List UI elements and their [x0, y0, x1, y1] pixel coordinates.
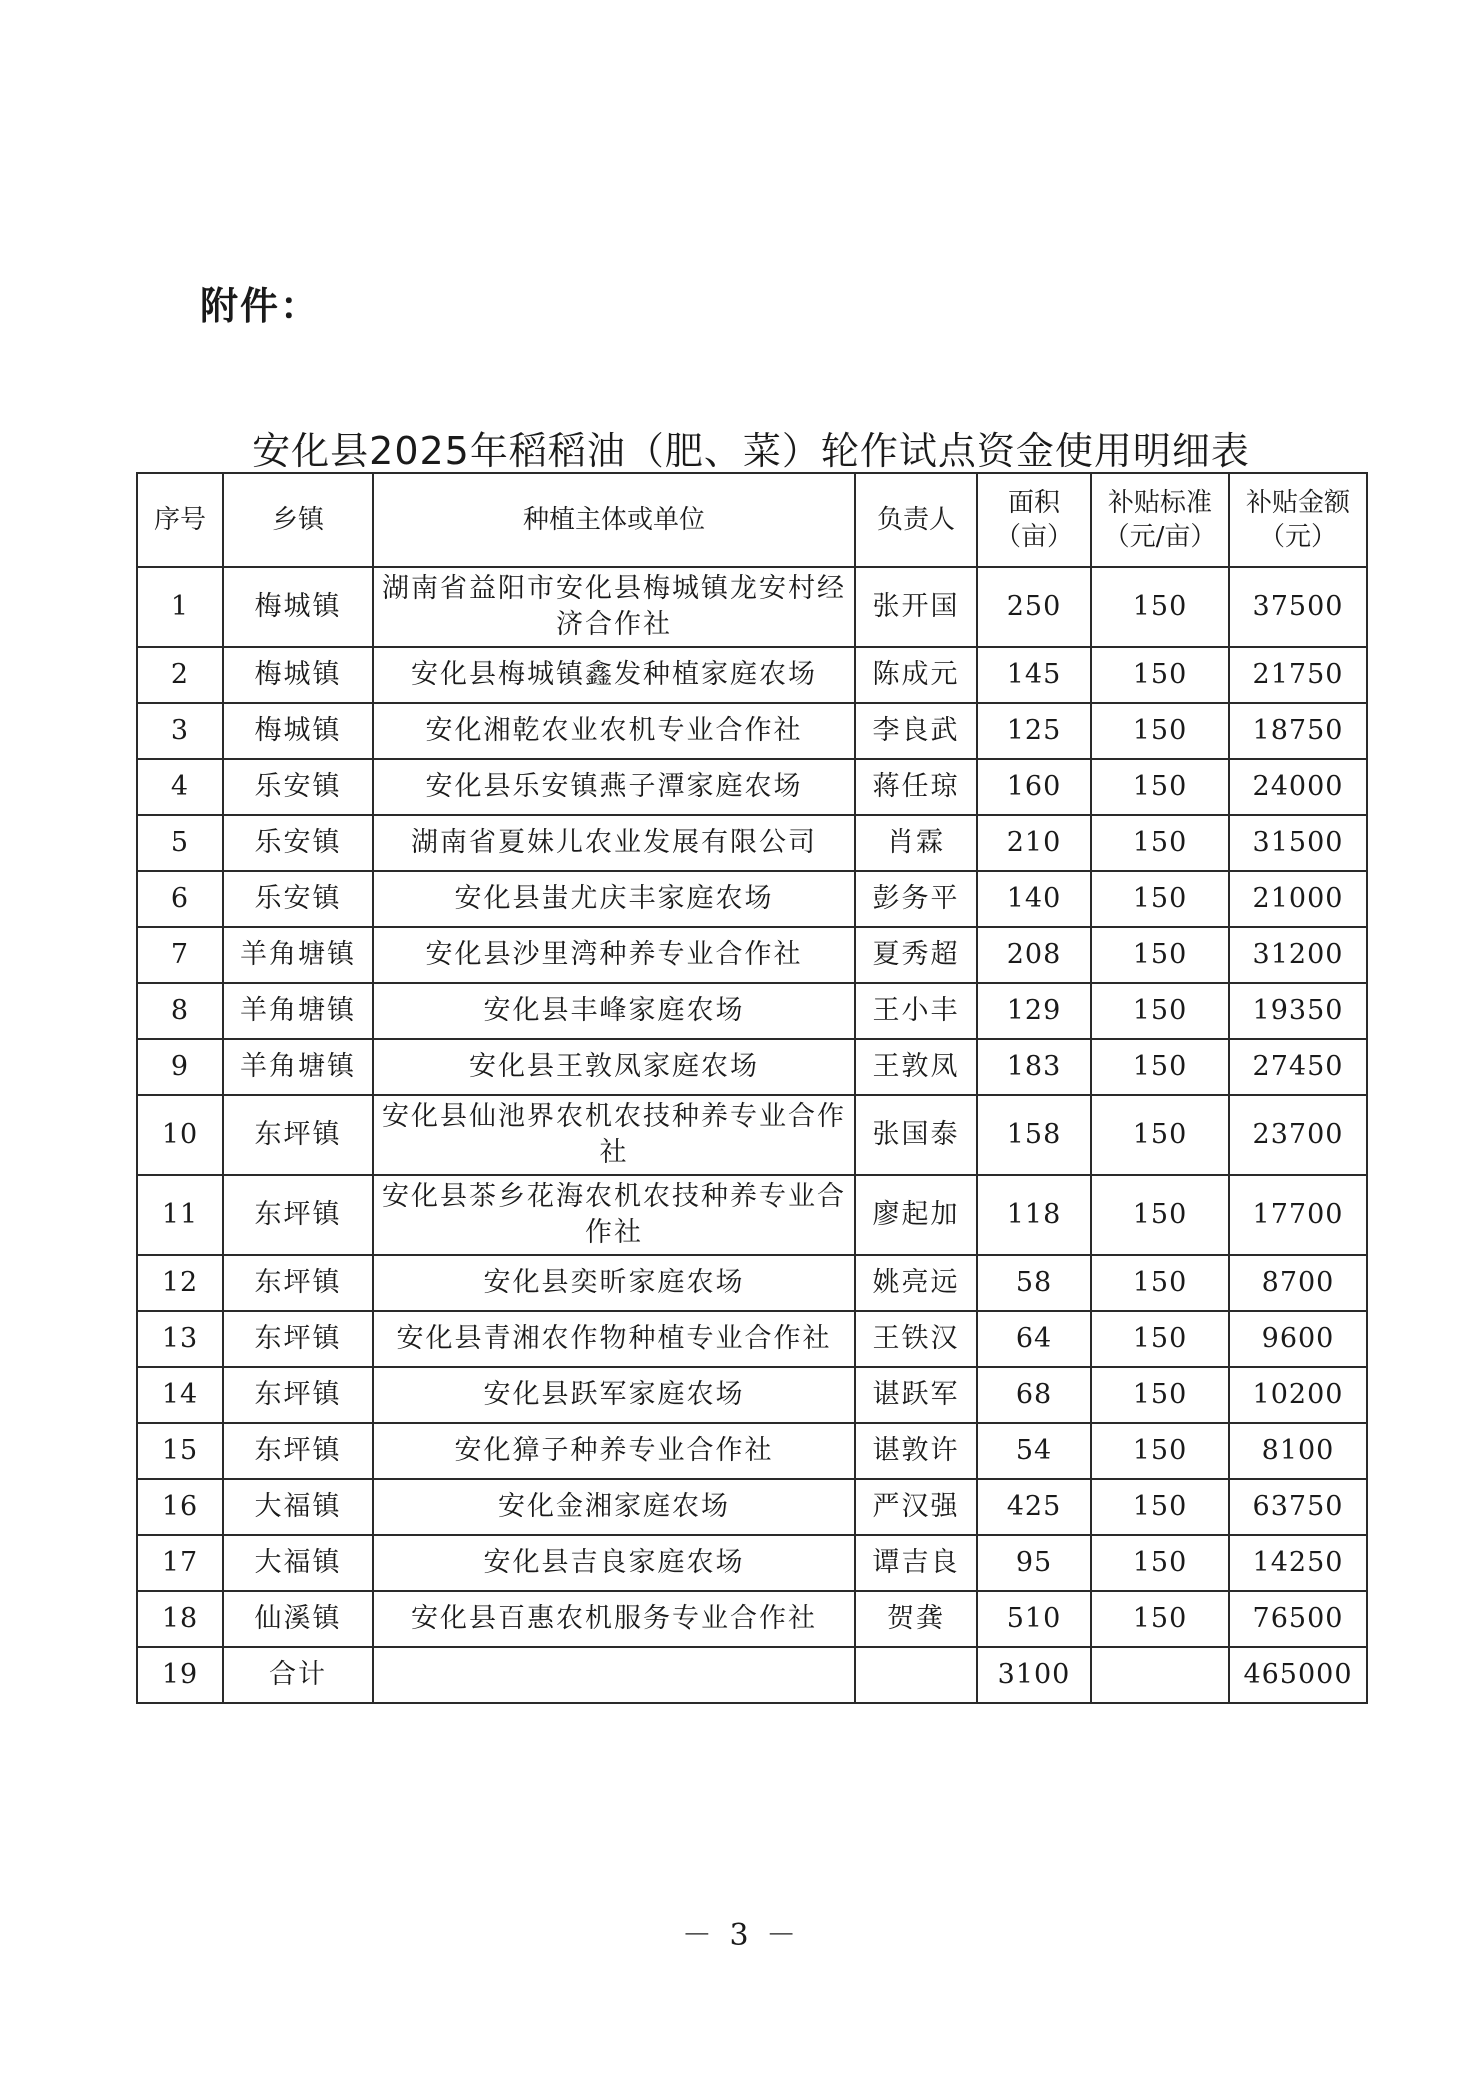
cell-standard: 150	[1091, 759, 1229, 815]
cell-area: 510	[977, 1591, 1091, 1647]
table-row	[137, 567, 1367, 647]
cell-person: 贺龚	[855, 1591, 977, 1647]
cell-amount: 24000	[1229, 759, 1367, 815]
cell-person: 严汉强	[855, 1479, 977, 1535]
cell-standard: 150	[1091, 815, 1229, 871]
header-amount-line1: 补贴金额	[1245, 488, 1350, 518]
cell-standard: 150	[1091, 927, 1229, 983]
cell-town: 东坪镇	[223, 1423, 373, 1479]
table-body	[137, 567, 1367, 1703]
table-row	[137, 647, 1367, 703]
cell-person: 张开国	[855, 567, 977, 647]
cell-amount: 63750	[1229, 1479, 1367, 1535]
total-row	[137, 1647, 1367, 1703]
cell-area: 208	[977, 927, 1091, 983]
cell-entity: 安化县蚩尤庆丰家庭农场	[373, 871, 855, 927]
header-area-line2: （亩）	[994, 522, 1073, 552]
cell-area: 145	[977, 647, 1091, 703]
table-row	[137, 759, 1367, 815]
cell-standard: 150	[1091, 647, 1229, 703]
header-amount-line2: （元）	[1258, 522, 1337, 552]
cell-index: 6	[137, 871, 223, 927]
cell-town: 东坪镇	[223, 1175, 373, 1255]
document-title: 安化县2025年稻稻油（肥、菜）轮作试点资金使用明细表	[252, 429, 1250, 473]
cell-standard: 150	[1091, 1095, 1229, 1175]
cell-amount: 465000	[1229, 1647, 1367, 1703]
cell-index: 14	[137, 1367, 223, 1423]
cell-person	[855, 1647, 977, 1703]
cell-amount: 21000	[1229, 871, 1367, 927]
cell-town: 大福镇	[223, 1479, 373, 1535]
cell-town: 羊角塘镇	[223, 983, 373, 1039]
cell-area: 3100	[977, 1647, 1091, 1703]
cell-person: 李良武	[855, 703, 977, 759]
cell-entity: 安化县丰峰家庭农场	[373, 983, 855, 1039]
cell-town: 仙溪镇	[223, 1591, 373, 1647]
header-standard	[1091, 473, 1229, 567]
header-entity: 种植主体或单位	[373, 473, 855, 567]
cell-standard: 150	[1091, 1591, 1229, 1647]
cell-standard: 150	[1091, 703, 1229, 759]
cell-amount: 37500	[1229, 567, 1367, 647]
table-row	[137, 1255, 1367, 1311]
cell-entity: 安化县乐安镇燕子潭家庭农场	[373, 759, 855, 815]
header-standard-line1: 补贴标准	[1107, 488, 1212, 518]
cell-area: 140	[977, 871, 1091, 927]
cell-standard: 150	[1091, 871, 1229, 927]
cell-area: 210	[977, 815, 1091, 871]
cell-person: 蒋任琼	[855, 759, 977, 815]
table-row	[137, 1175, 1367, 1255]
cell-index: 4	[137, 759, 223, 815]
cell-person: 王敦凤	[855, 1039, 977, 1095]
cell-standard: 150	[1091, 1423, 1229, 1479]
cell-index: 18	[137, 1591, 223, 1647]
cell-area: 54	[977, 1423, 1091, 1479]
cell-entity	[373, 1647, 855, 1703]
cell-amount: 9600	[1229, 1311, 1367, 1367]
cell-person: 王铁汉	[855, 1311, 977, 1367]
header-area	[977, 473, 1091, 567]
cell-area: 160	[977, 759, 1091, 815]
cell-person: 肖霖	[855, 815, 977, 871]
cell-amount: 18750	[1229, 703, 1367, 759]
cell-index: 10	[137, 1095, 223, 1175]
cell-amount: 27450	[1229, 1039, 1367, 1095]
table-row	[137, 1479, 1367, 1535]
cell-amount: 10200	[1229, 1367, 1367, 1423]
header-amount	[1229, 473, 1367, 567]
table-row	[137, 703, 1367, 759]
cell-area: 129	[977, 983, 1091, 1039]
cell-town: 乐安镇	[223, 815, 373, 871]
cell-town: 东坪镇	[223, 1255, 373, 1311]
cell-person: 王小丰	[855, 983, 977, 1039]
cell-entity: 湖南省益阳市安化县梅城镇龙安村经济合作社	[373, 567, 855, 647]
table-row	[137, 1311, 1367, 1367]
cell-town: 东坪镇	[223, 1311, 373, 1367]
table-row	[137, 1423, 1367, 1479]
cell-person: 廖起加	[855, 1175, 977, 1255]
table-row	[137, 1095, 1367, 1175]
table-row	[137, 1535, 1367, 1591]
cell-area: 250	[977, 567, 1091, 647]
cell-index: 5	[137, 815, 223, 871]
cell-index: 15	[137, 1423, 223, 1479]
cell-town: 大福镇	[223, 1535, 373, 1591]
cell-town: 羊角塘镇	[223, 1039, 373, 1095]
cell-entity: 湖南省夏妹儿农业发展有限公司	[373, 815, 855, 871]
attachment-label: 附件：	[200, 284, 321, 328]
cell-entity: 安化县百惠农机服务专业合作社	[373, 1591, 855, 1647]
cell-area: 158	[977, 1095, 1091, 1175]
cell-entity: 安化县王敦凤家庭农场	[373, 1039, 855, 1095]
cell-town: 梅城镇	[223, 567, 373, 647]
cell-index: 3	[137, 703, 223, 759]
table-row	[137, 983, 1367, 1039]
cell-amount: 19350	[1229, 983, 1367, 1039]
cell-person: 张国泰	[855, 1095, 977, 1175]
cell-area: 183	[977, 1039, 1091, 1095]
cell-index: 17	[137, 1535, 223, 1591]
cell-area: 64	[977, 1311, 1091, 1367]
cell-person: 谌跃军	[855, 1367, 977, 1423]
cell-entity: 安化獐子种养专业合作社	[373, 1423, 855, 1479]
cell-town: 东坪镇	[223, 1367, 373, 1423]
cell-index: 16	[137, 1479, 223, 1535]
cell-town: 梅城镇	[223, 703, 373, 759]
cell-person: 谭吉良	[855, 1535, 977, 1591]
cell-index: 1	[137, 567, 223, 647]
cell-town: 乐安镇	[223, 759, 373, 815]
header-index: 序号	[137, 473, 223, 567]
cell-amount: 8700	[1229, 1255, 1367, 1311]
header-town: 乡镇	[223, 473, 373, 567]
cell-amount: 76500	[1229, 1591, 1367, 1647]
cell-standard: 150	[1091, 1535, 1229, 1591]
header-area-line1: 面积	[1007, 488, 1060, 518]
cell-index: 8	[137, 983, 223, 1039]
cell-amount: 17700	[1229, 1175, 1367, 1255]
table-row	[137, 1591, 1367, 1647]
cell-standard: 150	[1091, 1311, 1229, 1367]
cell-entity: 安化县青湘农作物种植专业合作社	[373, 1311, 855, 1367]
cell-amount: 8100	[1229, 1423, 1367, 1479]
table-row	[137, 871, 1367, 927]
cell-standard: 150	[1091, 1175, 1229, 1255]
cell-standard: 150	[1091, 567, 1229, 647]
cell-town: 东坪镇	[223, 1095, 373, 1175]
cell-town: 羊角塘镇	[223, 927, 373, 983]
cell-index: 9	[137, 1039, 223, 1095]
cell-entity: 安化县跃军家庭农场	[373, 1367, 855, 1423]
cell-area: 95	[977, 1535, 1091, 1591]
header-standard-line2: （元/亩）	[1103, 522, 1217, 552]
table-row	[137, 927, 1367, 983]
header-person: 负责人	[855, 473, 977, 567]
cell-town: 梅城镇	[223, 647, 373, 703]
page-number: － 3 －	[681, 1918, 801, 1953]
cell-standard: 150	[1091, 1367, 1229, 1423]
cell-amount: 31200	[1229, 927, 1367, 983]
cell-standard	[1091, 1647, 1229, 1703]
cell-entity: 安化县仙池界农机农技种养专业合作社	[373, 1095, 855, 1175]
cell-area: 58	[977, 1255, 1091, 1311]
cell-standard: 150	[1091, 1039, 1229, 1095]
cell-index: 7	[137, 927, 223, 983]
cell-area: 425	[977, 1479, 1091, 1535]
table-row	[137, 815, 1367, 871]
cell-amount: 31500	[1229, 815, 1367, 871]
cell-index: 19	[137, 1647, 223, 1703]
cell-person: 谌敦许	[855, 1423, 977, 1479]
cell-town: 乐安镇	[223, 871, 373, 927]
subsidy-detail-table	[136, 472, 1368, 1704]
cell-entity: 安化湘乾农业农机专业合作社	[373, 703, 855, 759]
cell-amount: 21750	[1229, 647, 1367, 703]
table-header-row	[137, 473, 1367, 567]
cell-area: 68	[977, 1367, 1091, 1423]
cell-entity: 安化县沙里湾种养专业合作社	[373, 927, 855, 983]
cell-entity: 安化县奕昕家庭农场	[373, 1255, 855, 1311]
cell-index: 12	[137, 1255, 223, 1311]
cell-person: 姚亮远	[855, 1255, 977, 1311]
cell-entity: 安化金湘家庭农场	[373, 1479, 855, 1535]
table-row	[137, 1367, 1367, 1423]
cell-index: 11	[137, 1175, 223, 1255]
cell-town: 合计	[223, 1647, 373, 1703]
cell-standard: 150	[1091, 983, 1229, 1039]
cell-amount: 14250	[1229, 1535, 1367, 1591]
cell-person: 彭务平	[855, 871, 977, 927]
cell-person: 夏秀超	[855, 927, 977, 983]
cell-amount: 23700	[1229, 1095, 1367, 1175]
cell-standard: 150	[1091, 1255, 1229, 1311]
cell-area: 118	[977, 1175, 1091, 1255]
cell-entity: 安化县梅城镇鑫发种植家庭农场	[373, 647, 855, 703]
table-row	[137, 1039, 1367, 1095]
cell-person: 陈成元	[855, 647, 977, 703]
cell-area: 125	[977, 703, 1091, 759]
cell-index: 2	[137, 647, 223, 703]
cell-standard: 150	[1091, 1479, 1229, 1535]
cell-entity: 安化县吉良家庭农场	[373, 1535, 855, 1591]
cell-index: 13	[137, 1311, 223, 1367]
cell-entity: 安化县茶乡花海农机农技种养专业合作社	[373, 1175, 855, 1255]
